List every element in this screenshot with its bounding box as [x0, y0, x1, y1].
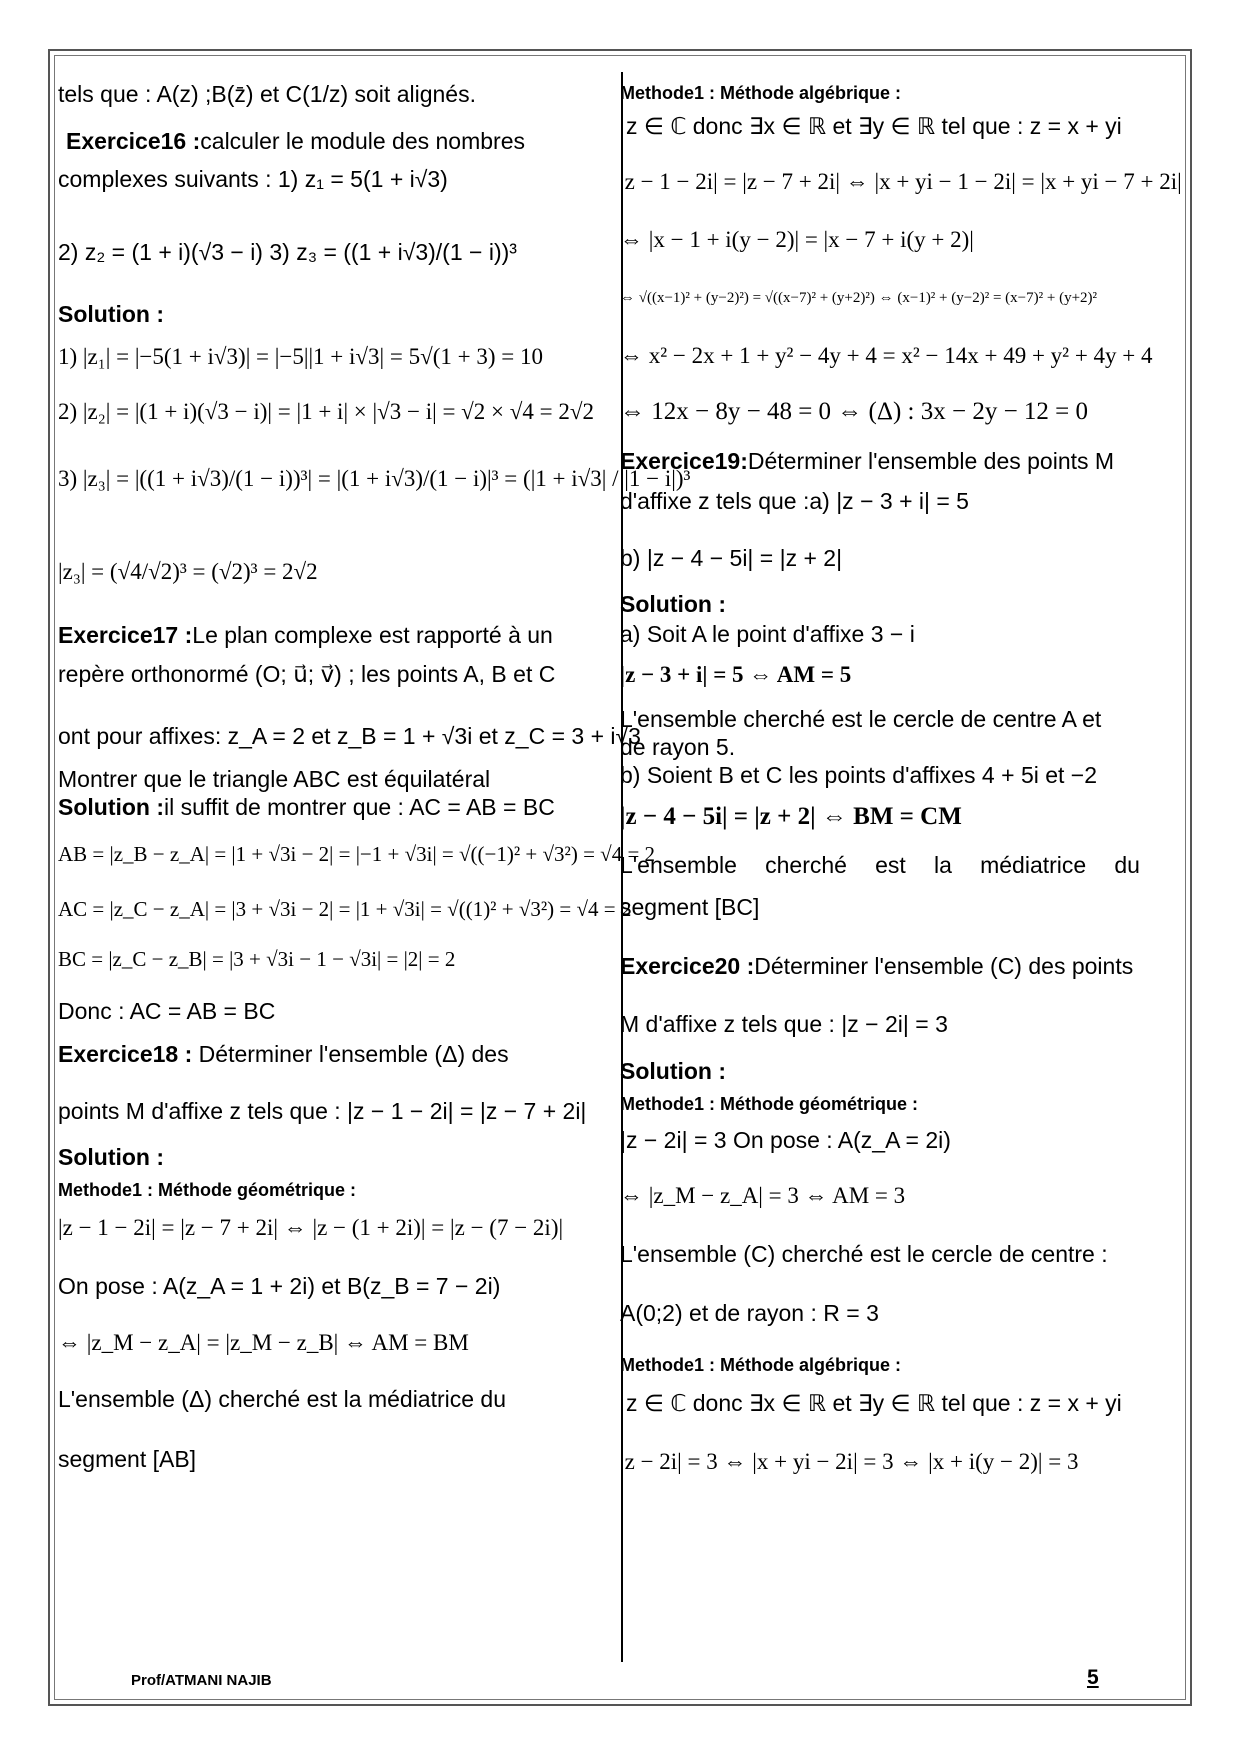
exercise-text: Déterminer l'ensemble (Δ) des	[192, 1041, 509, 1067]
math-line: ⇔ |x − 1 + i(y − 2)| = |x − 7 + i(y + 2)|	[620, 227, 974, 252]
text-line: de rayon 5.	[620, 734, 736, 760]
text-line: On pose : A(z_A = 1 + 2i) et B(z_B = 7 − 2i)	[58, 1273, 501, 1299]
text-line: A(0;2) et de rayon : R = 3	[620, 1300, 879, 1326]
word: du	[1114, 852, 1140, 878]
text-line: 2) z₂ = (1 + i)(√3 − i) 3) z₃ = ((1 + i√3)/(1 − i))³	[58, 239, 517, 265]
solution-text: il suffit de montrer que : AC = AB = BC	[164, 794, 555, 820]
text-line: L'ensemble cherché est le cercle de centre A et	[620, 706, 1102, 732]
method-heading: Methode1 : Méthode algébrique :	[620, 83, 902, 103]
math-line: AB = |z_B − z_A| = |1 + √3i − 2| = |−1 + √3i| = √((−1)² + √3²) = √4 = 2	[58, 842, 656, 866]
math-line: ⇔ |z_M − z_A| = |z_M − z_B| ⇔ AM = BM	[58, 1330, 469, 1355]
math-line: BC = |z_C − z_B| = |3 + √3i − 1 − √3i| = |2| = 2	[58, 947, 456, 971]
text-line: b) |z − 4 − 5i| = |z + 2|	[620, 545, 843, 571]
math-line: |z − 3 + i| = 5 ⇔ AM = 5	[620, 662, 852, 687]
math-line: |z − 4 − 5i| = |z + 2| ⇔ BM = CM	[620, 803, 962, 830]
text-line: L'ensemble (C) cherché est le cercle de centre :	[620, 1241, 1108, 1267]
exercise-16	[66, 127, 525, 155]
text-line: complexes suivants : 1) z₁ = 5(1 + i√3)	[58, 166, 448, 192]
text-line: Montrer que le triangle ABC est équilatéral	[58, 766, 491, 792]
text-line: Donc : AC = AB = BC	[58, 998, 276, 1024]
method-heading: Methode1 : Méthode géométrique :	[620, 1094, 919, 1114]
text-line: points M d'affixe z tels que : |z − 1 − 2i| = |z − 7 + 2i|	[58, 1098, 587, 1124]
exercise-title: Exercice18 :	[58, 1041, 193, 1067]
word: la	[934, 852, 952, 878]
text-line: b) Soient B et C les points d'affixes 4 + 5i et −2	[620, 762, 1098, 788]
text-line: a) Soit A le point d'affixe 3 − i	[620, 621, 915, 647]
exercise-18	[58, 1040, 509, 1068]
math-line: ⇔ √((x−1)² + (y−2)²) = √((x−7)² + (y+2)²) ⇔ (x−1)² + (y−2)² = (x−7)² + (y+2)²	[620, 290, 1098, 306]
footer-author: Prof/ATMANI NAJIB	[131, 1672, 272, 1689]
page-number: 5	[1087, 1666, 1099, 1689]
exercise-title: Exercice20 :	[620, 953, 755, 979]
solution-heading: Solution :	[58, 1144, 165, 1170]
math-line: ⇔ x² − 2x + 1 + y² − 4y + 4 = x² − 14x + 49 + y² + 4y + 4	[620, 343, 1153, 368]
solution-heading: Solution :	[58, 794, 165, 820]
text-line: d'affixe z tels que :a) |z − 3 + i| = 5	[620, 488, 969, 514]
text-line: repère orthonormé (O; u⃗; v⃗) ; les points A, B et C	[58, 661, 556, 687]
text-line: L'ensemble (Δ) cherché est la médiatrice du	[58, 1386, 507, 1412]
solution-heading: Solution :	[58, 301, 165, 327]
exercise-20	[620, 952, 1133, 980]
math-line: ⇔ 12x − 8y − 48 = 0 ⇔ (Δ) : 3x − 2y − 12 = 0	[620, 398, 1089, 425]
text-line: M d'affixe z tels que : |z − 2i| = 3	[620, 1011, 948, 1037]
exercise-text: Le plan complexe est rapporté à un	[192, 622, 553, 648]
solution-heading: Solution :	[620, 1058, 727, 1084]
text-line: ont pour affixes: z_A = 2 et z_B = 1 + √3i et z_C = 3 + i√3	[58, 723, 641, 749]
exercise-title: Exercice17 :	[58, 622, 193, 648]
exercise-text: Déterminer l'ensemble (C) des points	[754, 953, 1134, 979]
word: L'ensemble	[620, 852, 737, 878]
math-line: 1) |z₁| = |−5(1 + i√3)| = |−5||1 + i√3| = 5√(1 + 3) = 10	[58, 344, 543, 369]
justified-line	[620, 851, 1140, 879]
word: est	[875, 852, 906, 878]
exercise-17	[58, 621, 553, 649]
exercise-text: calculer le module des nombres	[200, 128, 525, 154]
solution-17	[58, 793, 555, 821]
math-line: |z − 1 − 2i| = |z − 7 + 2i| ⇔ |x + yi − 1 − 2i| = |x + yi − 7 + 2i|	[620, 169, 1182, 194]
exercise-19	[620, 447, 1114, 475]
exercise-title: Exercice16 :	[66, 128, 201, 154]
math-line: ⇔ |z_M − z_A| = 3 ⇔ AM = 3	[620, 1183, 906, 1208]
text-line: |z − 2i| = 3 On pose : A(z_A = 2i)	[620, 1127, 951, 1153]
math-line: |z₃| = (√4/√2)³ = (√2)³ = 2√2	[58, 559, 318, 584]
math-line: 2) |z₂| = |(1 + i)(√3 − i)| = |1 + i| × |√3 − i| = √2 × √4 = 2√2	[58, 399, 594, 424]
exercise-title: Exercice19:	[620, 448, 748, 474]
math-line: |z − 1 − 2i| = |z − 7 + 2i| ⇔ |z − (1 + 2i)| = |z − (7 − 2i)|	[58, 1215, 564, 1240]
method-heading: Methode1 : Méthode algébrique :	[620, 1355, 902, 1375]
math-line: 3) |z₃| = |((1 + i√3)/(1 − i))³| = |(1 + i√3)/(1 − i)|³ = (|1 + i√3| / |1 − i|)³	[58, 466, 691, 491]
method-heading: Methode1 : Méthode géométrique :	[58, 1180, 357, 1200]
text-line: z ∈ ℂ donc ∃x ∈ ℝ et ∃y ∈ ℝ tel que : z = x + yi	[626, 1390, 1122, 1416]
math-line: AC = |z_C − z_A| = |3 + √3i − 2| = |1 + √3i| = √((1)² + √3²) = √4 = 2	[58, 897, 632, 921]
word: cherché	[765, 852, 847, 878]
exercise-text: Déterminer l'ensemble des points M	[747, 448, 1115, 474]
text-line: segment [AB]	[58, 1446, 197, 1472]
math-line: |z − 2i| = 3 ⇔ |x + yi − 2i| = 3 ⇔ |x + i(y − 2)| = 3	[620, 1449, 1079, 1474]
text-line: segment [BC]	[620, 894, 760, 920]
text-line: z ∈ ℂ donc ∃x ∈ ℝ et ∃y ∈ ℝ tel que : z = x + yi	[626, 113, 1122, 139]
solution-heading: Solution :	[620, 591, 727, 617]
word: médiatrice	[980, 852, 1087, 878]
text-line: tels que : A(z) ;B(z̄) et C(1/z) soit alignés.	[58, 81, 476, 107]
